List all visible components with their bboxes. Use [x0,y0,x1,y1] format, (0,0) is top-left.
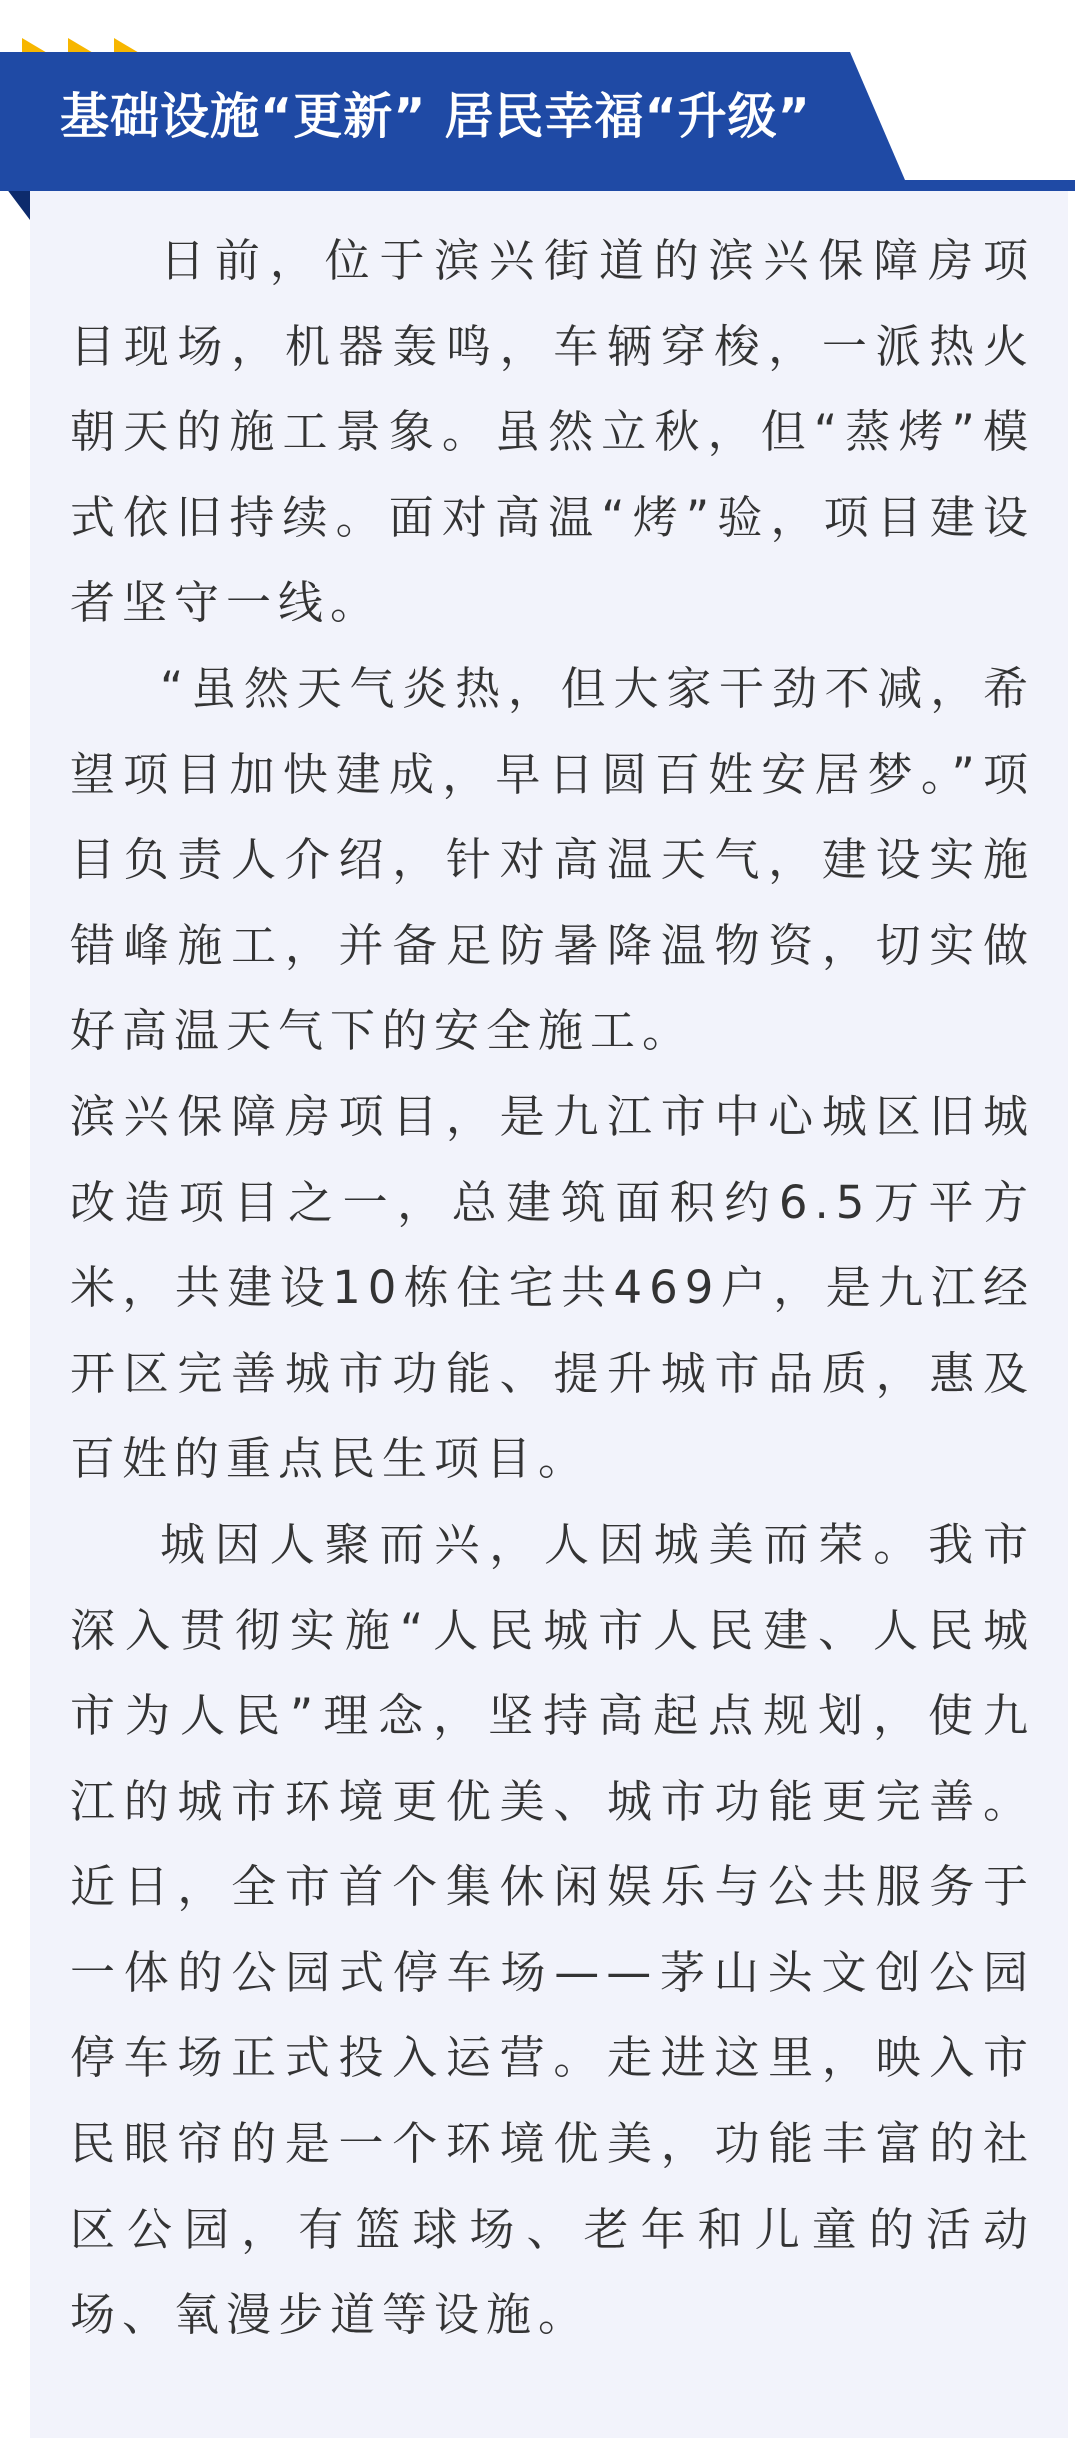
article-paragraph: 城因人聚而兴，人因城美而荣。我市深入贯彻实施“人民城市人民建、人民城市为人民”理念，坚持高起点规划，使九江的城市环境更优美、城市功能更完善。近日，全市首个集休闲娱乐与公共服务于一体的公园式停车场——茅山头文创公园停车场正式投入运营。走进这里，映入市民眼帘的是一个环境优美，功能丰富的社区公园，有篮球场、老年和儿童的活动场、氧漫步道等设施。 [70,1517,1035,2342]
header-underline [0,180,1075,191]
article-paragraph: “虽然天气炎热，但大家干劲不减，希望项目加快建成，早日圆百姓安居梦。”项目负责人介绍，针对高温天气，建设实施错峰施工，并备足防暑降温物资，切实做好高温天气下的安全施工。 [70,661,1035,1058]
article-paragraph: 日前，位于滨兴街道的滨兴保障房项目现场，机器轰鸣，车辆穿梭，一派热火朝天的施工景象。虽然立秋，但“蒸烤”模式依旧持续。面对高温“烤”验，项目建设者坚守一线。 [70,234,1035,630]
article-body [70,218,1035,2358]
section-title: 基础设施“更新” 居民幸福“升级” [60,88,811,145]
article-paragraph: 滨兴保障房项目，是九江市中心城区旧城改造项目之一，总建筑面积约6.5万平方米，共建设10栋住宅共469户，是九江经开区完善城市功能、提升城市品质，惠及百姓的重点民生项目。 [70,1089,1035,1486]
